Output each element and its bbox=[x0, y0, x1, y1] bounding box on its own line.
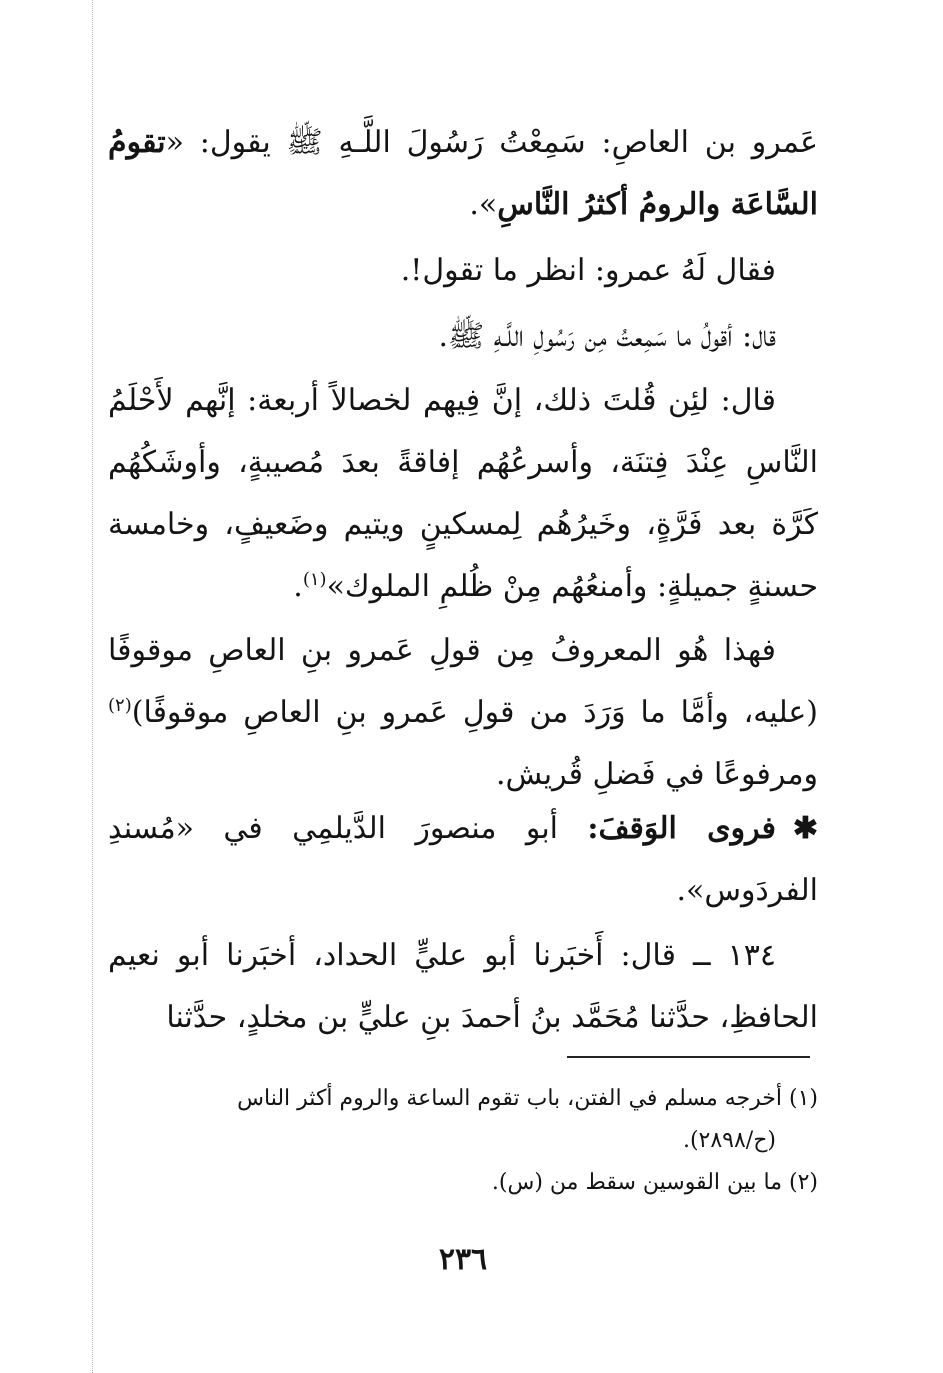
qualities-text: قال: لئِن قُلتَ ذلك، إنَّ فِيهم لخصالاً أربعة: إنَّهم لأَحْلَمُ النَّاسِ عِنْدَ فِتنَة، وأسرعُهُم إفاقةً بعدَ مُصيبةٍ، وأوشَكُهُم كَرَّة بعد فَرَّةٍ، وخَيرُهُم لِمسكينٍ ويتيم وضَعيفٍ، وخامسة حسنةٍ جميلةٍ: وأمنعُهُم مِنْ ظُلمِ الملوك» bbox=[108, 383, 818, 604]
mawquf-text-end: ومرفوعًا في فَضلِ قُريش. bbox=[495, 757, 818, 792]
page-edge-line bbox=[92, 0, 93, 1373]
narration-text: ١٣٤ ــ قال: أَخبَرنا أبو عليٍّ الحداد، أخبَرنا أبو نعيم الحافظِ، حدَّثنا مُحَمَّد بنُ أحمدَ بنِ عليٍّ بن مخلدٍ، حدَّثنا bbox=[108, 938, 818, 1035]
paragraph-four-qualities: قال: لئِن قُلتَ ذلك، إنَّ فِيهم لخصالاً أربعة: إنَّهم لأَحْلَمُ النَّاسِ عِنْدَ فِتنَة، وأسرعُهُم إفاقةً بعدَ مُصيبةٍ، وأوشَكُهُم كَرَّة بعد فَرَّةٍ، وخَيرُهُم لِمسكينٍ ويتيم وضَعيفٍ، وخامسة حسنةٍ جميلةٍ: وأمنعُهُم مِنْ ظُلمِ الملوك»$^{(١)}$. bbox=[108, 383, 818, 604]
footnote-1: (١) أخرجه مسلم في الفتن، باب تقوم الساعة والروم أكثر الناس bbox=[237, 1086, 818, 1111]
footnote-ref-2: (٢) bbox=[108, 695, 132, 716]
footnote-2: (٢) ما بين القوسين سقط من (س). bbox=[491, 1170, 818, 1195]
paragraph-hadith-quote bbox=[108, 112, 818, 236]
footnote-ref-1: (١) bbox=[302, 569, 327, 590]
paragraph-narration-134 bbox=[108, 925, 818, 1049]
paragraph-amr-reply: فقال لَهُ عمرو: انظر ما تقول!. bbox=[400, 253, 776, 288]
waqf-text: أبو منصورَ الدَّيلمِي في «مُسندِ الفردَوس». bbox=[108, 811, 818, 908]
footnotes bbox=[108, 1078, 818, 1204]
paragraph-waqf-narration bbox=[108, 798, 818, 922]
mawquf-text: فهذا هُو المعروفُ مِن قولِ عَمرو بنِ العاصِ موقوفًا (عليه، وأمَّا ما وَرَدَ من قولِ عَمرو بنِ العاصِ موقوفًا) bbox=[108, 633, 818, 730]
hadith-quote: تقومُ السَّاعَة والرومُ أكثرُ النَّاسِ bbox=[108, 125, 818, 222]
hadith-quote-close: ». bbox=[469, 187, 498, 222]
page-number: ٢٣٦ bbox=[438, 1242, 488, 1277]
paragraph-answer: قال: أقولُ ما سَمِعتُ مِن رَسُولِ اللَّـهِ ﷺ. bbox=[438, 319, 776, 354]
asterisk-icon: ✱ bbox=[792, 811, 819, 846]
footnote-1-continued: (ح/٢٨٩٨). bbox=[682, 1128, 776, 1153]
waqf-heading: فروى الوَقفَ: bbox=[587, 811, 777, 846]
hadith-intro: عَمرو بن العاصِ: سَمِعْتُ رَسُولَ اللَّـهِ ﷺ يقول: « bbox=[165, 125, 818, 160]
footnote-divider bbox=[567, 1056, 810, 1058]
paragraph-mawquf-note bbox=[108, 620, 818, 806]
